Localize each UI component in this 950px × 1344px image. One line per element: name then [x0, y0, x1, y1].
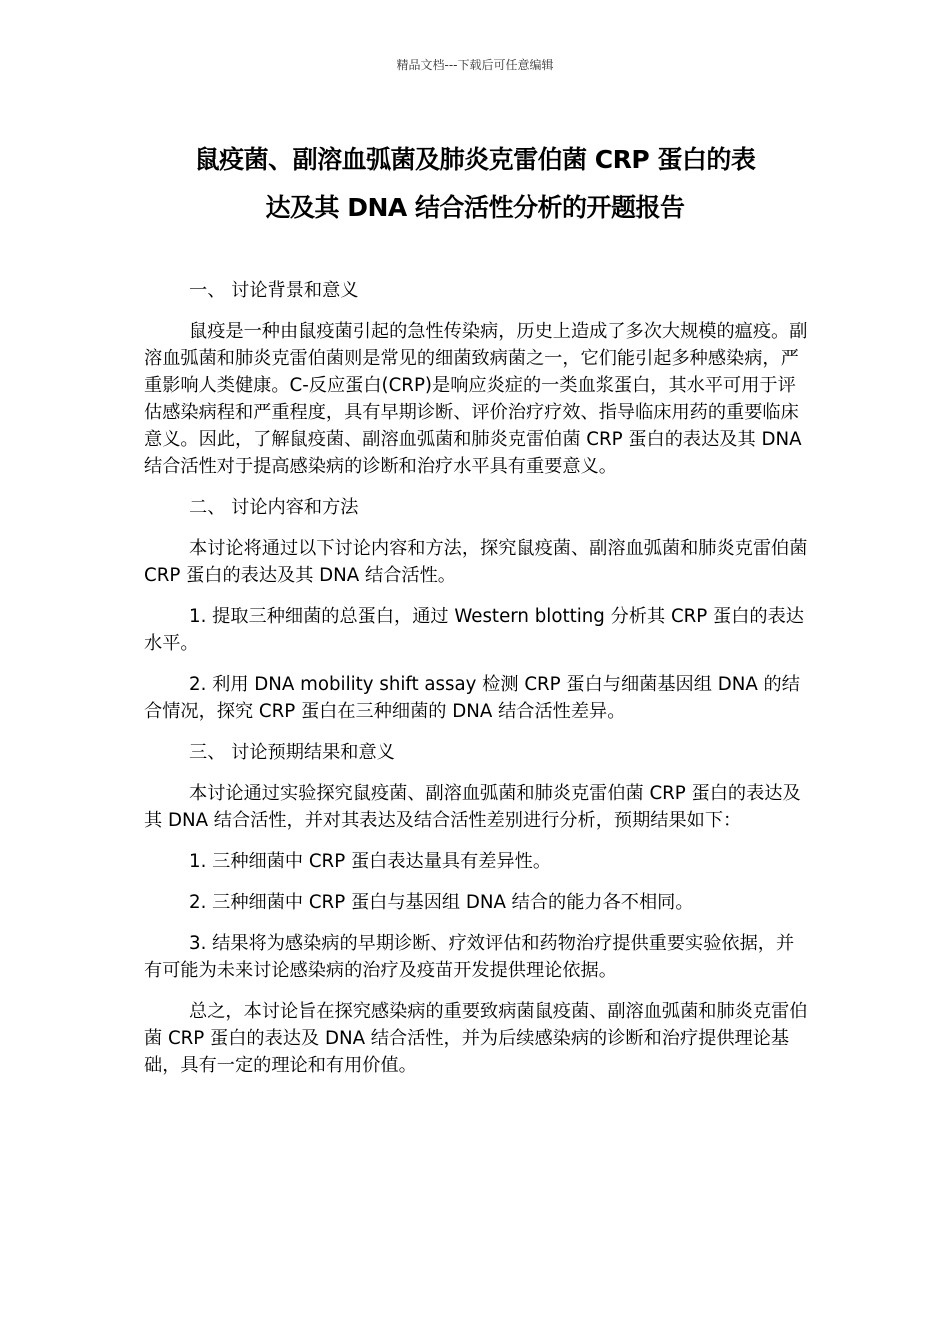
list-item-result-3: 3. 结果将为感染病的早期诊断、疗效评估和药物治疗提供重要实验依据，并有可能为未来讨论感染病的治疗及疫苗开发提供理论依据。: [144, 933, 795, 981]
list-item-method-2: 2. 利用 DNA mobility shift assay 检测 CRP 蛋白与细菌基因组 DNA 的结合情况，探究 CRP 蛋白在三种细菌的 DNA 结合活性差异。: [144, 674, 800, 722]
list-item-result-1: 1. 三种细菌中 CRP 蛋白表达量具有差异性。: [189, 851, 552, 872]
section-heading-background: 一、 讨论背景和意义: [189, 280, 359, 301]
paragraph-background: 鼠疫是一种由鼠疫菌引起的急性传染病，历史上造成了多次大规模的瘟疫。副溶血弧菌和肺炎克雷伯菌则是常见的细菌致病菌之一，它们能引起多种感染病，严重影响人类健康。C-反应蛋白(CRP)是响应炎症的一类血浆蛋白，其水平可用于评估感染病程和严重程度，具有早期诊断、评价治疗疗效、指导临床用药的重要临床意义。因此，了解鼠疫菌、副溶血弧菌和肺炎克雷伯菌 CRP 蛋白的表达及其 DNA 结合活性对于提高感染病的诊断和治疗水平具有重要意义。: [144, 321, 808, 477]
section-heading-methods: 二、 讨论内容和方法: [189, 497, 359, 518]
title-line-2: 达及其 DNA 结合活性分析的开题报告: [265, 193, 685, 222]
header-note: 精品文档---下载后可任意编辑: [396, 58, 554, 72]
section-heading-expected-results: 三、 讨论预期结果和意义: [189, 742, 395, 763]
document-body: [144, 277, 808, 1093]
title-line-1: 鼠疫菌、副溶血弧菌及肺炎克雷伯菌 CRP 蛋白的表: [194, 145, 756, 174]
list-item-method-1: 1. 提取三种细菌的总蛋白，通过 Western blotting 分析其 CRP 蛋白的表达水平。: [144, 606, 804, 654]
paragraph-conclusion: 总之，本讨论旨在探究感染病的重要致病菌鼠疫菌、副溶血弧菌和肺炎克雷伯菌 CRP 蛋白的表达及 DNA 结合活性，并为后续感染病的诊断和治疗提供理论基础，具有一定的理论和有用价值。: [144, 1001, 808, 1076]
paragraph-expected-intro: 本讨论通过实验探究鼠疫菌、副溶血弧菌和肺炎克雷伯菌 CRP 蛋白的表达及其 DNA 结合活性，并对其表达及结合活性差别进行分析，预期结果如下：: [144, 783, 801, 831]
list-item-result-2: 2. 三种细菌中 CRP 蛋白与基因组 DNA 结合的能力各不相同。: [189, 892, 694, 913]
document-title: [140, 136, 810, 232]
paragraph-methods-intro: 本讨论将通过以下讨论内容和方法，探究鼠疫菌、副溶血弧菌和肺炎克雷伯菌 CRP 蛋白的表达及其 DNA 结合活性。: [144, 538, 808, 586]
